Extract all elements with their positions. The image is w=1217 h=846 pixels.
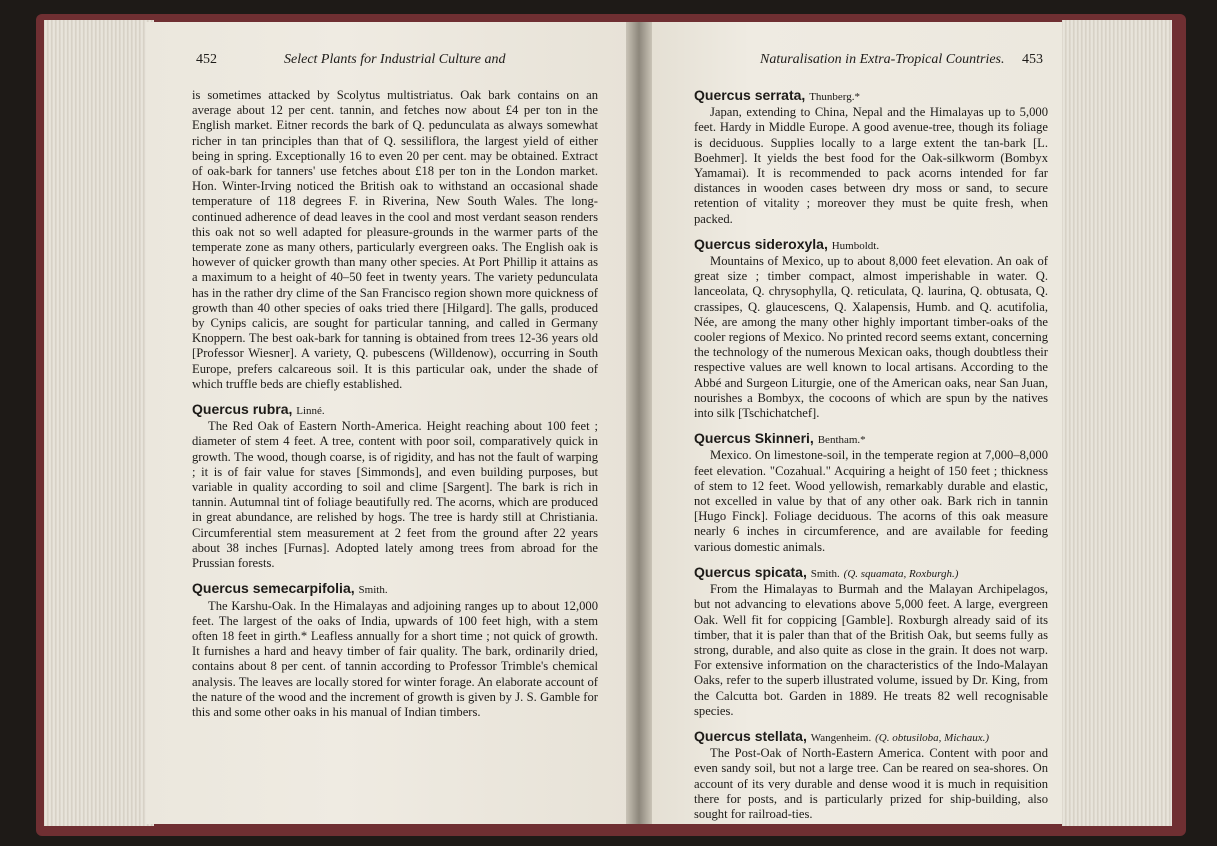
- species-heading: [192, 581, 598, 598]
- species-name: Quercus rubra,: [192, 401, 293, 418]
- species-author: Thunberg.*: [809, 91, 861, 103]
- species-author: Humboldt.: [831, 239, 880, 252]
- left-running-title: Select Plants for Industrial Culture and: [284, 52, 506, 67]
- paragraph: The Karshu-Oak. In the Himalayas and adjoining ranges up to about 12,000 feet. The largest of the oaks of India, upwards of 100 feet high, with a stem often 18 feet in girth.* Leafless annually for a short time ; not quick of growth. It furnishes a hard and heavy timber of fair quality. The bark, ordinarily dried, contains about 8 per cent. of tannin according to Professor Trimble's chemical analysis. The leaves are locally stored for winter forage. An elaborate account of the nature of the wood and the increment of growth is given by J. S. Gamble for this and some other oaks in his manual of Indian timbers.: [192, 598, 598, 719]
- paragraph: Mountains of Mexico, up to about 8,000 feet elevation. An oak of great size ; timber compact, almost imperishable in water. Q. lanceolata, Q. chrysophylla, Q. reticulata, Q. laurina, Q. obtusata, Q. crassipes, Q. glaucescens, Q. Xalapensis, Humb. and Q. acutifolia, Née, are among the many other highly important timber-oaks of the cooler regions of Mexico. No printed record seems extant, concerning the technology of the numerous Mexican oaks, though doubtless their respective values are well known to local artisans. According to the Abbé and Surgeon Liturgie, one of the American oaks, near San Juan, nourishes a Bombyx, the cocoons of which are spun by the natives into silk [Tschichatchef].: [694, 254, 1048, 421]
- species-synonym: (Q. obtusiloba, Michaux.): [875, 731, 990, 744]
- species-name: Quercus semecarpifolia,: [192, 580, 355, 597]
- right-page-text: [694, 88, 1048, 822]
- species-heading: [694, 88, 1048, 105]
- right-running-title: Naturalisation in Extra-Tropical Countries.: [760, 52, 1005, 67]
- species-name: Quercus spicata,: [694, 563, 807, 580]
- left-page-header: [196, 52, 596, 68]
- page-edges-right: [1062, 20, 1172, 826]
- paragraph: The Red Oak of Eastern North-America. Height reaching about 100 feet ; diameter of stem 4 feet. A tree, content with poor soil, comparatively quick in growth. The wood, though coarse, is of rigidity, and has not the fault of warping ; it is of fair value for staves [Simmonds], and even building purposes, but variable in quality according to soil and clime [Sargent]. The bark is rich in tannin. Autumnal tint of foliage beautifully red. The acorns, which are produced in great abundance, are relished by hogs. The tree is hardy still at Christiania. Circumferential stem measurement at 2 feet from the ground after 22 years about 38 inches [Furnas]. Adopted lately among trees from abroad for the Prussian forests.: [192, 419, 598, 571]
- right-page-number: 453: [1022, 52, 1043, 67]
- species-name: Quercus Skinneri,: [694, 430, 814, 447]
- paragraph: The Post-Oak of North-Eastern America. Content with poor and even sandy soil, but not a large tree. Can be reared on sea-shores. On account of its very durable and dense wood it is much in requisition there for posts, and is particularly prized for ship-building, also sought for railroad-ties.: [694, 746, 1048, 821]
- species-author: Smith.: [810, 567, 840, 580]
- species-name: Quercus stellata,: [694, 727, 807, 744]
- paragraph: is sometimes attacked by Scolytus multistriatus. Oak bark contains on an average about 12 per cent. tannin, and fetches now about £4 per ton in the English market. Eitner records the bark of Q. pedunculata as always somewhat richer in tan principles than that of Q. sessiliflora, the largest yield of either being in spring. Exceptionally 16 to even 20 per cent. may be obtained. Extract of oak-bark for tanners' use fetches about £18 per ton in the London market. Hon. Winter-Irving noticed the British oak to withstand an occasional shade temperature of 118 degrees F. in Riverina, New South Wales. The long-continued adherence of dead leaves in the cool and most verdant season renders this oak not so well adapted for pleasure-grounds in the warmer parts of the temperate zone as many others, particularly evergreen oaks. The English oak is however of quicker growth than many other species. At Port Phillip it attains as a maximum to a height of 40–50 feet in twenty years. The variety pedunculata has in the rather dry clime of the San Francisco region shown more quickness of growth than 40 other species of oaks tried there [Hilgard]. The galls, produced by Cynips calicis, are sought for particular tanning, and called in Germany Knoppern. The best oak-bark for tanning is obtained from trees 12-36 years old [Professor Wiesner]. A variety, Q. pubescens (Willdenow), occurring in South Europe, prefers calcareous soil. It is this particular oak, under the shade of which truffle beds are chiefly established.: [192, 88, 598, 391]
- species-author: Bentham.*: [817, 434, 866, 447]
- species-author: Wangenheim.: [810, 731, 872, 744]
- paragraph: Japan, extending to China, Nepal and the Himalayas up to 5,000 feet. Hardy in Middle Europe. A good avenue-tree, though its foliage is deciduous. Supplies locally to a large extent the tan-bark [L. Boehmer]. It yields the best food for the Oak-silkworm (Bombyx Yamamai). It is recommended to pack acorns intended for far distances in wooden cases between dry moss or sand, to secure retention of vitality ; moreover they must be quite fresh, when packed.: [694, 105, 1048, 226]
- book-gutter: [626, 22, 652, 824]
- species-name: Quercus serrata,: [694, 87, 806, 103]
- paragraph: From the Himalayas to Burmah and the Malayan Archipelagos, but not advancing to elevations above 5,000 feet. A large, evergreen Oak. Well fit for coppicing [Gamble]. Roxburgh already said of its timber, that it is paler than that of the British Oak, but seems fully as strong, durable, and also quite as close in the grain. It does not warp. For extensive information on the characteristics of the Indo-Malayan Oaks, refer to the superb illustrated volume, issued by Dr. King, from the Calcutta bot. Garden in 1889. He treats 82 well recognisable species.: [694, 582, 1048, 718]
- right-page-header: [760, 52, 1050, 68]
- species-author: Linné.: [296, 405, 325, 418]
- left-page-number: 452: [196, 52, 217, 67]
- species-heading: [694, 431, 1048, 448]
- paragraph: Mexico. On limestone-soil, in the temperate region at 7,000–8,000 feet elevation. "Cozahual." Acquiring a height of 150 feet ; thickness of stem to 12 feet. Wood yellowish, remarkably durable and elastic, not excelled in value by that of any other oak. Bark rich in tannin [Hugo Finck]. Foliage deciduous. The acorns of this oak measure nearly 6 inches in circumference, and are available for feeding various domestic animals.: [694, 448, 1048, 554]
- species-heading: [694, 237, 1048, 254]
- species-heading: [192, 402, 598, 419]
- page-edges-left: [44, 20, 154, 826]
- left-page-text: [192, 88, 598, 720]
- species-name: Quercus sideroxyla,: [694, 235, 828, 252]
- species-heading: [694, 565, 1048, 582]
- species-heading: [694, 729, 1048, 746]
- species-synonym: (Q. squamata, Roxburgh.): [843, 567, 959, 580]
- species-author: Smith.: [358, 584, 388, 597]
